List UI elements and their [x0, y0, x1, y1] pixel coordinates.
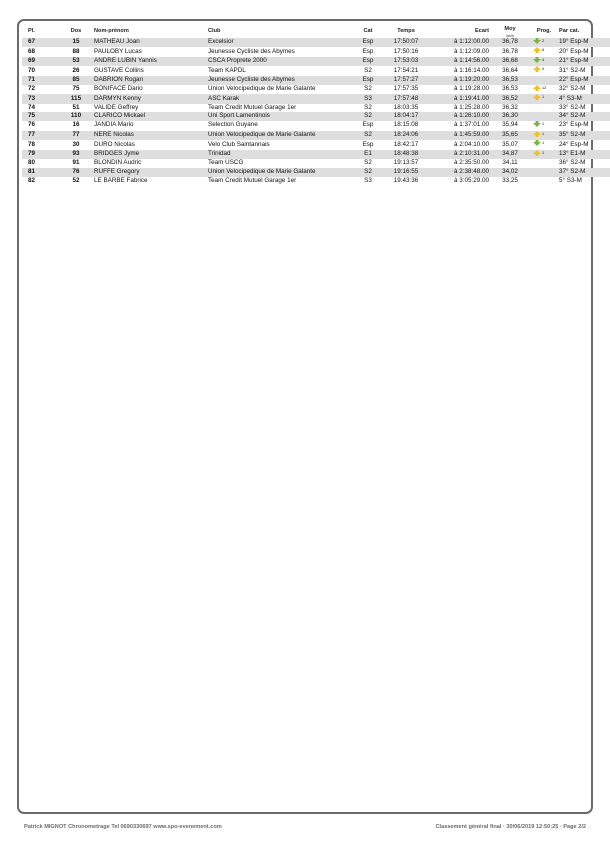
cell-place: 75 [22, 112, 59, 121]
cell-category: S2 [354, 168, 382, 177]
cell-bib: 15 [59, 38, 93, 48]
cell-progression [530, 38, 558, 48]
cell-time: 17:57:27 [382, 76, 430, 85]
progression-indicator [531, 94, 544, 100]
header-average-speed [490, 25, 530, 38]
cell-club: Selection Guyane [208, 121, 258, 129]
cell-club: CSCA Proprete 2000 [207, 57, 354, 67]
cell-average-speed: 36,78 [502, 47, 518, 55]
cell-name: DARMYN Kenny [93, 94, 207, 104]
progression-indicator [531, 85, 546, 91]
cell-category: S3 [354, 94, 382, 104]
down-arrow-icon [533, 121, 541, 127]
progression-indicator [531, 121, 544, 127]
header-bib: Dos [70, 28, 82, 34]
table-row [22, 159, 610, 168]
cell-club: Union Velocipedique de Marie Galante [207, 168, 354, 177]
cell-category-rank: 19° Esp-M [558, 38, 610, 48]
cell-progression [530, 168, 558, 177]
cell-gap: à 1:19:41.00 [430, 94, 490, 104]
header-name: Nom-prénom [94, 28, 129, 34]
cell-bib: 88 [72, 47, 80, 55]
footer-timing-company: Patrick MIGNOT Chronometrage Tel 0690330697 www.spo-evenement.com [24, 824, 222, 830]
table-row [22, 57, 610, 67]
cell-bib: 93 [59, 150, 93, 160]
up-arrow-icon [533, 85, 541, 91]
table-row [22, 168, 610, 177]
cell-place: 71 [22, 76, 59, 85]
table-row [22, 112, 610, 121]
cell-club: Velo Club Saintannais [208, 140, 270, 148]
cell-category: S2 [364, 85, 372, 93]
cell-category: Esp [354, 76, 382, 85]
cell-average-speed: 34,02 [490, 168, 530, 177]
cell-progression [530, 76, 558, 85]
cell-bib: 30 [72, 140, 80, 148]
cell-category-rank: 20° Esp-M [559, 47, 589, 55]
cell-gap: à 3:05:29.00 [453, 176, 489, 184]
up-arrow-icon [533, 131, 541, 137]
cell-progression [530, 66, 558, 76]
cell-progression [530, 104, 558, 113]
cell-progression [530, 85, 558, 95]
cell-average-speed: 34,87 [490, 150, 530, 160]
cell-progression [530, 112, 558, 121]
table-row [22, 94, 610, 104]
cell-category-rank: 5° S3-M [559, 176, 582, 184]
table-row [22, 121, 610, 131]
cell-place: 70 [28, 66, 36, 74]
progression-value: 6 [542, 48, 545, 53]
cell-average-speed: 35,07 [502, 140, 518, 148]
cell-average-speed: 36,53 [490, 76, 530, 85]
progression-value: 4 [542, 57, 545, 62]
results-table [22, 25, 610, 185]
cell-time: 17:57:48 [382, 94, 430, 104]
progression-indicator [531, 131, 544, 137]
up-arrow-icon [533, 94, 541, 100]
cell-category-rank: 22° Esp-M [558, 76, 610, 85]
cell-average-speed: 34,11 [502, 159, 518, 167]
table-header-row [22, 25, 610, 38]
progression-indicator [531, 47, 544, 53]
cell-average-speed: 33,25 [502, 176, 518, 184]
table-row [22, 131, 610, 141]
cell-name: BLONDIN Audric [94, 159, 142, 167]
progression-value: 12 [542, 85, 547, 90]
cell-name: LE BARBE Fabrice [94, 176, 148, 184]
cell-time: 18:48:38 [382, 150, 430, 160]
cell-club: Team USCG [208, 159, 244, 167]
cell-club: Jeunesse Cycliste des Abymes [207, 76, 354, 85]
cell-time: 17:54:21 [393, 66, 419, 74]
cell-place: 78 [28, 140, 36, 148]
cell-time: 18:15:08 [393, 121, 419, 129]
cell-average-speed: 36,30 [490, 112, 530, 121]
results-table-body [22, 38, 610, 186]
cell-bib: 53 [59, 57, 93, 67]
cell-name: MATHEAU Joan [93, 38, 207, 48]
cell-gap: à 2:35:50.00 [453, 159, 489, 167]
cell-gap: à 1:12:00.00 [430, 38, 490, 48]
cell-gap: à 1:14:56.00 [430, 57, 490, 67]
cell-average-speed: 36,78 [490, 38, 530, 48]
table-row [22, 47, 610, 57]
cell-club: ASC Karak [207, 94, 354, 104]
progression-value: 2 [542, 38, 545, 43]
cell-club: Union Velocipedique de Marie Galante [208, 85, 316, 93]
cell-place: 80 [28, 159, 36, 167]
down-arrow-icon [533, 38, 541, 44]
progression-indicator [531, 38, 544, 44]
cell-progression [530, 150, 558, 160]
cell-average-speed: 36,53 [502, 85, 518, 93]
cell-gap: à 1:25:28.00 [453, 103, 489, 111]
header-club: Club [208, 28, 221, 34]
cell-club: Uni Sport Lamentinois [207, 112, 354, 121]
cell-gap: à 1:26:10.00 [430, 112, 490, 121]
cell-bib: 76 [59, 168, 93, 177]
cell-gap: à 2:04:10.00 [453, 140, 489, 148]
cell-category: S3 [364, 176, 372, 184]
cell-category: Esp [362, 47, 374, 55]
header-moy-unit: km/h [506, 33, 514, 38]
cell-gap: à 1:19:20.00 [430, 76, 490, 85]
cell-time: 18:03:35 [393, 103, 419, 111]
cell-category: E1 [354, 150, 382, 160]
cell-time: 19:16:55 [382, 168, 430, 177]
cell-progression [530, 57, 558, 67]
cell-category-rank: 13° E1-M [558, 150, 610, 160]
cell-progression [530, 47, 558, 57]
cell-category-rank: 31° S2-M [559, 66, 586, 74]
progression-value: 1 [542, 141, 545, 146]
progression-value: 1 [542, 131, 545, 136]
progression-value: 1 [542, 95, 545, 100]
table-row [22, 140, 610, 150]
cell-time: 18:04:17 [382, 112, 430, 121]
cell-category: Esp [354, 57, 382, 67]
cell-progression [530, 140, 558, 150]
table-row [22, 104, 610, 113]
header-moy-label: Moy [504, 26, 516, 32]
cell-gap: à 1:37:01.00 [453, 121, 489, 129]
cell-place: 68 [28, 47, 36, 55]
cell-bib: 26 [72, 66, 80, 74]
cell-club: Excelsior [207, 38, 354, 48]
cell-progression [530, 94, 558, 104]
cell-category-rank: 4° S3-M [558, 94, 610, 104]
cell-place: 72 [28, 85, 36, 93]
header-category: Cat [363, 28, 373, 34]
cell-place: 82 [28, 176, 36, 184]
cell-club: Trinidad [207, 150, 354, 160]
cell-name: VALIDE Geffrey [94, 103, 139, 111]
cell-category-rank: 36° S2-M [559, 159, 586, 167]
cell-gap: à 1:19:28.00 [453, 85, 489, 93]
cell-name: DURO Nicolas [94, 140, 135, 148]
table-row [22, 76, 610, 85]
header-gap: Ecart [475, 28, 489, 34]
cell-name: GUSTAVE Collins [94, 66, 144, 74]
cell-progression [530, 177, 558, 186]
up-arrow-icon [533, 47, 541, 53]
cell-category-rank: 23° Esp-M [559, 121, 589, 129]
cell-gap: à 2:10:31.00 [430, 150, 490, 160]
cell-category-rank: 34° S2-M [558, 112, 610, 121]
cell-average-speed: 36,52 [490, 94, 530, 104]
progression-indicator [531, 140, 544, 146]
cell-category-rank: 33° S2-M [559, 103, 586, 111]
cell-time: 18:42:17 [393, 140, 419, 148]
cell-bib: 16 [72, 121, 80, 129]
down-arrow-icon [533, 140, 541, 146]
cell-time: 17:53:03 [382, 57, 430, 67]
cell-place: 76 [28, 121, 36, 129]
progression-indicator [531, 57, 544, 63]
cell-average-speed: 36,68 [490, 57, 530, 67]
progression-value: 1 [542, 150, 545, 155]
footer-classification-info: Classement général final · 30/06/2019 12:50:25 · Page 2/2 [435, 824, 586, 830]
cell-time: 17:57:35 [393, 85, 419, 93]
cell-club: Team KAPDL [208, 66, 246, 74]
cell-time: 19:13:57 [393, 159, 419, 167]
cell-name: BRIDGES Jyme [93, 150, 207, 160]
cell-progression [530, 131, 558, 141]
cell-category: Esp [362, 140, 374, 148]
table-row [22, 85, 610, 95]
cell-gap: à 1:45:59.00 [430, 131, 490, 141]
header-progression: Prog. [536, 28, 552, 34]
cell-average-speed: 36,64 [502, 66, 518, 74]
cell-bib: 110 [59, 112, 93, 121]
cell-place: 67 [22, 38, 59, 48]
cell-name: NERE Nicolas [93, 131, 207, 141]
cell-place: 77 [22, 131, 59, 141]
cell-category: S2 [354, 131, 382, 141]
header-time: Temps [397, 28, 415, 34]
cell-name: JANDIA Mario [94, 121, 134, 129]
cell-gap: à 1:12:09.00 [453, 47, 489, 55]
progression-value: 1 [542, 121, 545, 126]
cell-time: 17:50:07 [382, 38, 430, 48]
cell-name: PAULOBY Lucas [94, 47, 142, 55]
progression-indicator [531, 150, 544, 156]
cell-gap: à 2:38:48.00 [430, 168, 490, 177]
cell-category-rank: 37° S2-M [558, 168, 610, 177]
table-row [22, 38, 610, 48]
cell-average-speed: 35,65 [490, 131, 530, 141]
cell-club: Team Credit Mutuel Garage 1er [208, 103, 297, 111]
progression-indicator [531, 66, 544, 72]
cell-category-rank: 32° S2-M [559, 85, 586, 93]
cell-bib: 51 [72, 103, 80, 111]
cell-time: 19:43:36 [393, 176, 419, 184]
header-category-rank: Par cat. [559, 28, 580, 34]
cell-category: S2 [364, 66, 372, 74]
cell-place: 73 [22, 94, 59, 104]
cell-bib: 85 [59, 76, 93, 85]
cell-category: Esp [362, 121, 374, 129]
cell-category: S2 [354, 112, 382, 121]
cell-time: 17:50:16 [393, 47, 419, 55]
cell-bib: 115 [59, 94, 93, 104]
cell-gap: à 1:16:14.00 [453, 66, 489, 74]
cell-progression [530, 159, 558, 168]
up-arrow-icon [533, 150, 541, 156]
cell-club: Team Credit Mutuel Garage 1er [208, 176, 297, 184]
cell-category-rank: 21° Esp-M [558, 57, 610, 67]
cell-progression [530, 121, 558, 131]
cell-name: BONIFACE Dario [94, 85, 143, 93]
table-row [22, 150, 610, 160]
cell-club: Union Velocipedique de Marie Galante [207, 131, 354, 141]
cell-average-speed: 35,94 [502, 121, 518, 129]
down-arrow-icon [533, 57, 541, 63]
cell-name: DABRION Rogan [93, 76, 207, 85]
table-row [22, 66, 610, 76]
progression-value: 4 [542, 67, 545, 72]
cell-bib: 75 [72, 85, 80, 93]
cell-category: Esp [354, 38, 382, 48]
cell-name: ANDRE LUBIN Yannis [93, 57, 207, 67]
cell-bib: 52 [72, 176, 80, 184]
cell-name: RUFFE Gregory [93, 168, 207, 177]
cell-time: 18:24:06 [382, 131, 430, 141]
cell-category-rank: 35° S2-M [558, 131, 610, 141]
cell-place: 69 [22, 57, 59, 67]
cell-place: 74 [28, 103, 36, 111]
cell-average-speed: 36,32 [502, 103, 518, 111]
cell-category-rank: 24° Esp-M [559, 140, 589, 148]
cell-category: S2 [364, 103, 372, 111]
cell-bib: 91 [72, 159, 80, 167]
up-arrow-icon [533, 66, 541, 72]
cell-name: CLARICO Mickael [93, 112, 207, 121]
table-row [22, 177, 610, 186]
header-place: Pl. [28, 28, 35, 34]
cell-category: S2 [364, 159, 372, 167]
cell-club: Jeunesse Cycliste des Abymes [208, 47, 295, 55]
cell-place: 81 [22, 168, 59, 177]
cell-place: 79 [22, 150, 59, 160]
cell-bib: 77 [59, 131, 93, 141]
